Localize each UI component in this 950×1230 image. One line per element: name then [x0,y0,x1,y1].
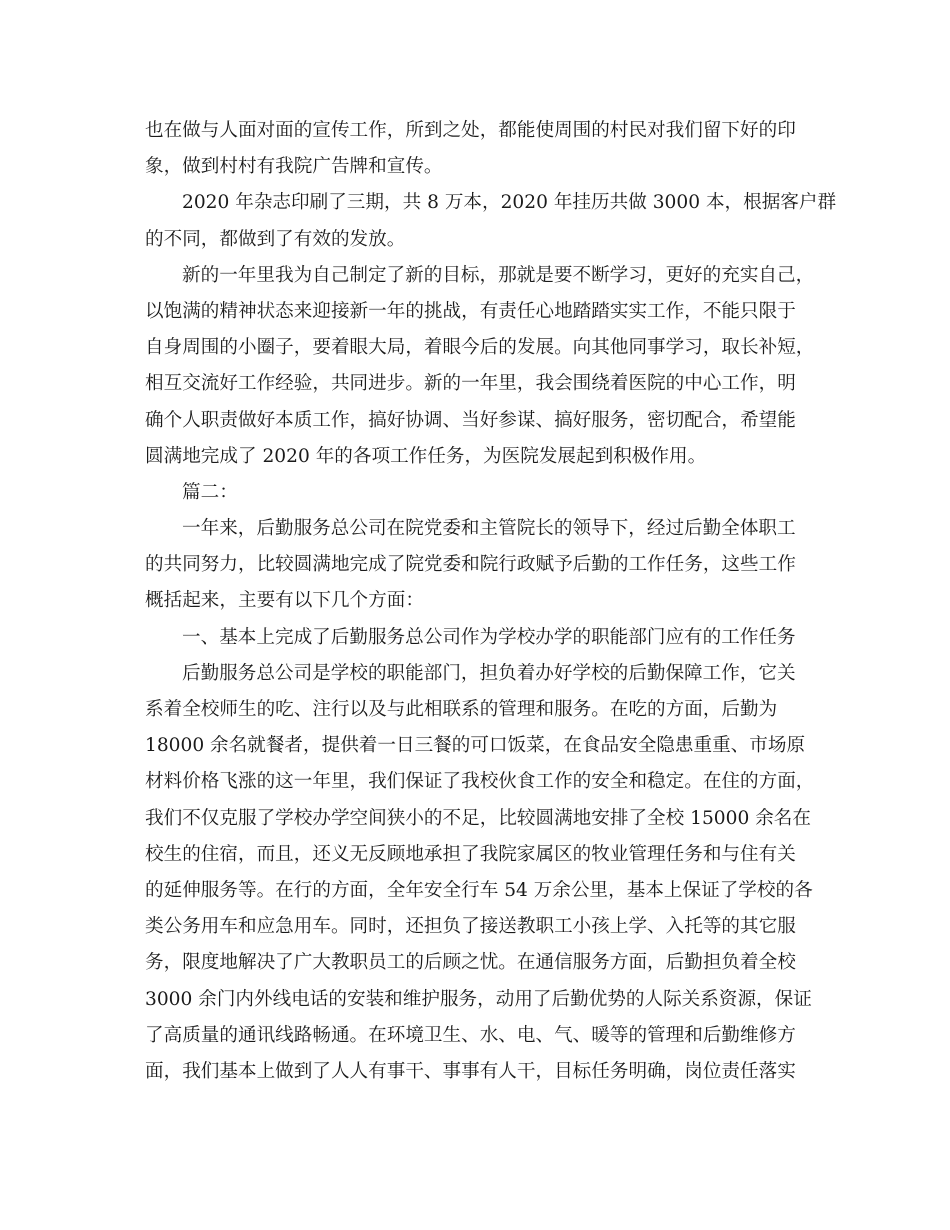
text-line: 面，我们基本上做到了人人有事干、事事有人干，目标任务明确，岗位责任落实 [145,1060,796,1082]
text-line: 后勤服务总公司是学校的职能部门，担负着办好学校的后勤保障工作，它关 [182,662,796,684]
text-line: 务，限度地解决了广大教职员工的后顾之忧。在通信服务方面，后勤担负着全校 [145,952,796,974]
text-line: 18000 余名就餐者，提供着一日三餐的可口饭菜，在食品安全隐患重重、市场原 [145,735,806,757]
text-line: 自身周围的小圈子，要着眼大局，着眼今后的发展。向其他同事学习，取长补短， [145,337,815,359]
text-line: 新的一年里我为自己制定了新的目标，那就是要不断学习，更好的充实自己， [182,264,815,286]
text-line: 也在做与人面对面的宣传工作，所到之处，都能使周围的村民对我们留下好的印 [145,120,796,141]
text-line: 了高质量的通讯线路畅通。在环境卫生、水、电、气、暖等的管理和后勤维修方 [145,1024,796,1046]
text-line: 以饱满的精神状态来迎接新一年的挑战，有责任心地踏踏实实工作，不能只限于 [145,300,796,322]
text-line: 确个人职责做好本质工作，搞好协调、当好参谋、搞好服务，密切配合，希望能 [145,409,796,431]
text-line: 3000 余门内外线电话的安装和维护服务，动用了后勤优势的人际关系资源，保证 [145,988,812,1010]
text-line: 系着全校师生的吃、注行以及与此相联系的管理和服务。在吃的方面，后勤为 [145,699,778,720]
text-line: 概括起来，主要有以下几个方面： [145,590,424,612]
text-line: 一年来，后勤服务总公司在院党委和主管院长的领导下，经过后勤全体职工 [182,518,796,540]
text-line: 的延伸服务等。在行的方面，全年安全行车 54 万余公里，基本上保证了学校的各 [145,879,813,901]
text-line: 象，做到村村有我院广告牌和宣传。 [145,156,443,178]
text-line: 2020 年杂志印刷了三期，共 8 万本，2020 年挂历共做 3000 本，根据客户群 [182,192,837,214]
text-line: 相互交流好工作经验，共同进步。新的一年里，我会围绕着医院的中心工作，明 [145,373,796,395]
text-line: 类公务用车和应急用车。同时，还担负了接送教职工小孩上学、入托等的其它服 [145,916,796,938]
text-line: 圆满地完成了 2020 年的各项工作任务，为医院发展起到积极作用。 [145,445,707,467]
document-body-text [145,113,837,1090]
text-line: 的不同，都做到了有效的发放。 [145,228,406,250]
text-line: 材料价格飞涨的这一年里，我们保证了我校伙食工作的安全和稳定。在住的方面， [145,771,815,793]
subsection-heading: 一、基本上完成了后勤服务总公司作为学校办学的职能部门应有的工作任务 [182,626,796,648]
text-line: 我们不仅克服了学校办学空间狭小的不足，比较圆满地安排了全校 15000 余名在 [145,807,811,829]
section-heading: 篇二： [182,481,238,503]
text-line: 校生的住宿，而且，还义无反顾地承担了我院家属区的牧业管理任务和与住有关 [145,843,796,865]
text-line: 的共同努力，比较圆满地完成了院党委和院行政赋予后勤的工作任务，这些工作 [145,554,796,576]
